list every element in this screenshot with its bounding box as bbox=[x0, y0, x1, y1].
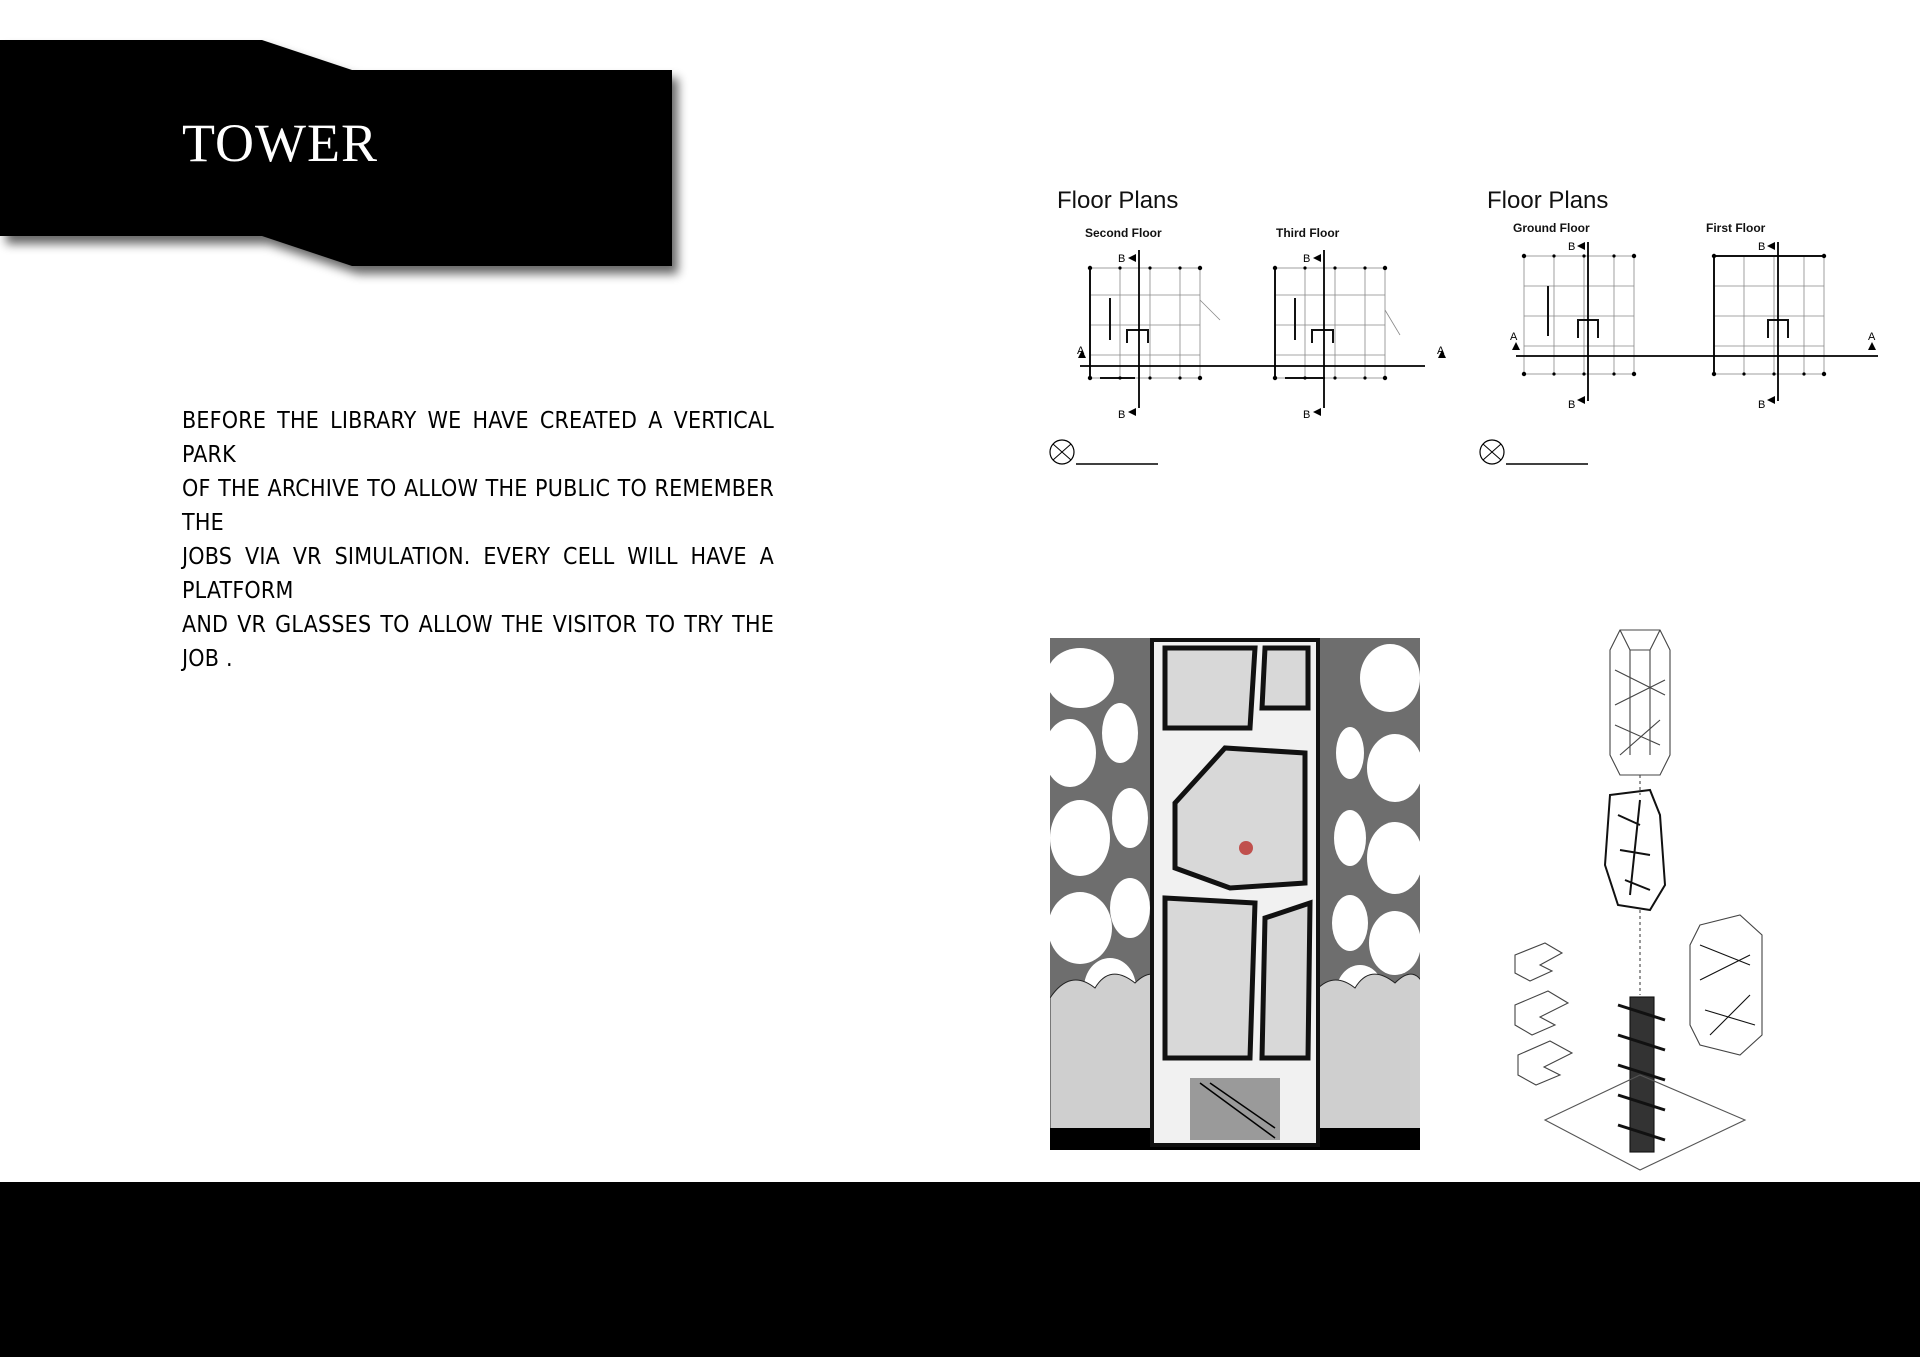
section-marker-a: A bbox=[1077, 345, 1085, 357]
floor-plan-drawing-lower bbox=[1508, 236, 1892, 420]
plan-label-third-floor: Third Floor bbox=[1276, 226, 1340, 240]
section-marker-a: A bbox=[1868, 331, 1876, 343]
floor-plans-heading: Floor Plans bbox=[1487, 187, 1609, 214]
tower-elevation-image bbox=[1050, 638, 1420, 1150]
section-marker-b: B bbox=[1758, 399, 1766, 411]
section-marker-b: B bbox=[1758, 241, 1766, 253]
section-marker-a: A bbox=[1437, 345, 1445, 357]
description-text bbox=[182, 404, 774, 676]
footer-bar bbox=[0, 1182, 1920, 1357]
section-marker-b: B bbox=[1303, 253, 1311, 265]
floor-plans-heading: Floor Plans bbox=[1057, 187, 1179, 214]
section-marker-b: B bbox=[1303, 409, 1311, 421]
plan-label-first-floor: First Floor bbox=[1706, 221, 1766, 235]
section-marker-b: B bbox=[1568, 399, 1576, 411]
description-line: AND VR GLASSES TO ALLOW THE VISITOR TO TRY THE JOB . bbox=[182, 612, 774, 672]
exploded-axonometric-image bbox=[1500, 625, 1800, 1180]
north-arrow-icon bbox=[1478, 438, 1598, 470]
section-marker-b: B bbox=[1568, 241, 1576, 253]
section-marker-b: B bbox=[1118, 253, 1126, 265]
north-arrow-icon bbox=[1048, 438, 1168, 470]
section-marker-a: A bbox=[1510, 331, 1518, 343]
section-marker-b: B bbox=[1118, 409, 1126, 421]
floor-plan-drawing-upper bbox=[1077, 240, 1460, 430]
plan-label-second-floor: Second Floor bbox=[1085, 226, 1162, 240]
description-line: OF THE ARCHIVE TO ALLOW THE PUBLIC TO REMEMBER THE bbox=[182, 476, 774, 536]
description-line: JOBS VIA VR SIMULATION. EVERY CELL WILL HAVE A PLATFORM bbox=[182, 544, 774, 604]
description-line: BEFORE THE LIBRARY WE HAVE CREATED A VERTICAL PARK bbox=[182, 408, 774, 468]
page-title: TOWER bbox=[182, 113, 378, 173]
plan-label-ground-floor: Ground Floor bbox=[1513, 221, 1590, 235]
